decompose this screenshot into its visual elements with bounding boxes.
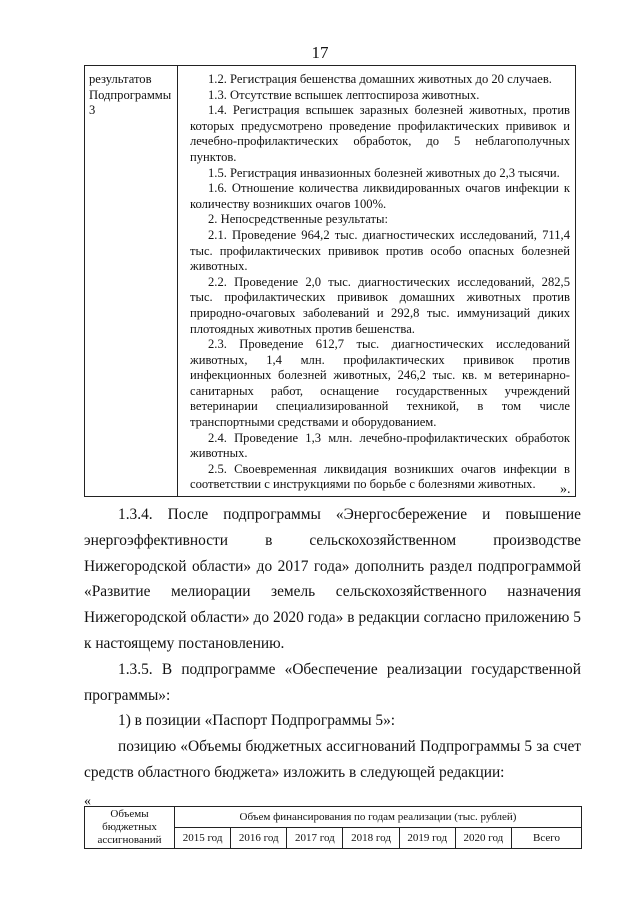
budget-column-header: 2017 год	[287, 828, 343, 849]
list-item: 2.2. Проведение 2,0 тыс. диагностических исследований, 282,5 тыс. профилактических прививок домашних животных против природно-очаговых заболеваний и 292,8 тыс. иммунизаций диких плотоядных животных против бешенства.	[190, 274, 570, 336]
paragraph: 1.3.5. В подпрограмме «Обеспечение реализации государственной программы»:	[84, 660, 581, 704]
paragraph: позицию «Объемы бюджетных ассигнований Подпрограммы 5 за счет средств областного бюджета» изложить в следующей редакции:	[84, 738, 581, 781]
budget-column-header: 2018 год	[343, 828, 399, 849]
list-item: 1.5. Регистрация инвазионных болезней животных до 2,3 тысячи.	[208, 165, 560, 180]
table-row	[85, 807, 582, 828]
budget-table	[84, 806, 582, 849]
budget-column-header: 2015 год	[175, 828, 231, 849]
list-item: 1.2. Регистрация бешенства домашних животных до 20 случаев.	[208, 72, 552, 86]
list-item: 1.4. Регистрация вспышек заразных болезней животных, против которых предусмотрено проведение профилактических прививок и лечебно-профилактических обработок, до 5 неблагополучных пунктов.	[190, 103, 570, 164]
list-item: 2.3. Проведение 612,7 тыс. диагностических исследований животных, 1,4 млн. профилактических прививок против инфекционных болезней животных, 246,2 тыс. кв. м ветеринарно-санитарных работ, оснащение государственных учреждений ветеринарии специализированной техникой, в том числе транспортными средствами и оборудованием.	[190, 337, 570, 430]
budget-column-header: 2019 год	[399, 828, 455, 849]
body-text	[84, 502, 581, 786]
list-item: 2. Непосредственные результаты:	[208, 212, 389, 227]
results-left-label: результатов Подпрограммы 3	[85, 66, 178, 497]
budget-column-header: 2016 год	[231, 828, 287, 849]
results-table	[84, 65, 576, 497]
list-item: 2.1. Проведение 964,2 тыс. диагностических исследований, 711,4 тыс. профилактических прививок против особо опасных болезней животных.	[190, 227, 570, 274]
list-item: 2.4. Проведение 1,3 млн. лечебно-профилактических обработок животных.	[190, 430, 570, 461]
list-item: 1.6. Отношение количества ликвидированных очагов инфекции к количеству возникших очагов 100%.	[190, 181, 570, 211]
budget-column-header: 2020 год	[455, 828, 511, 849]
list-item: 1.3. Отсутствие вспышек лептоспироза животных.	[208, 87, 480, 102]
paragraph: 1.3.4. После подпрограммы «Энергосбережение и повышение энергоэффективности в сельскохозяйственном производстве Нижегородской области» до 2017 года» дополнить раздел подпрограммой «Развитие мелиорации земель сельскохозяйственного назначения Нижегородской области» до 2020 года» в редакции согласно приложению 5 к настоящему постановлению.	[84, 506, 581, 652]
budget-group-header: Объем финансирования по годам реализации (тыс. рублей)	[175, 807, 582, 828]
budget-row-header: Объемы бюджетных ассигнований	[85, 807, 175, 849]
paragraph: 1) в позиции «Паспорт Подпрограммы 5»:	[118, 712, 396, 730]
budget-column-header: Всего	[512, 828, 582, 849]
closing-quote: ».	[560, 482, 571, 497]
results-items	[178, 66, 576, 497]
page-number: 17	[311, 43, 329, 62]
list-item: 2.5. Своевременная ликвидация возникших очагов инфекции в соответствии с инструкциями по борьбе с болезнями животных.	[190, 461, 570, 492]
table-row	[85, 66, 576, 497]
opening-quote: «	[84, 794, 91, 809]
